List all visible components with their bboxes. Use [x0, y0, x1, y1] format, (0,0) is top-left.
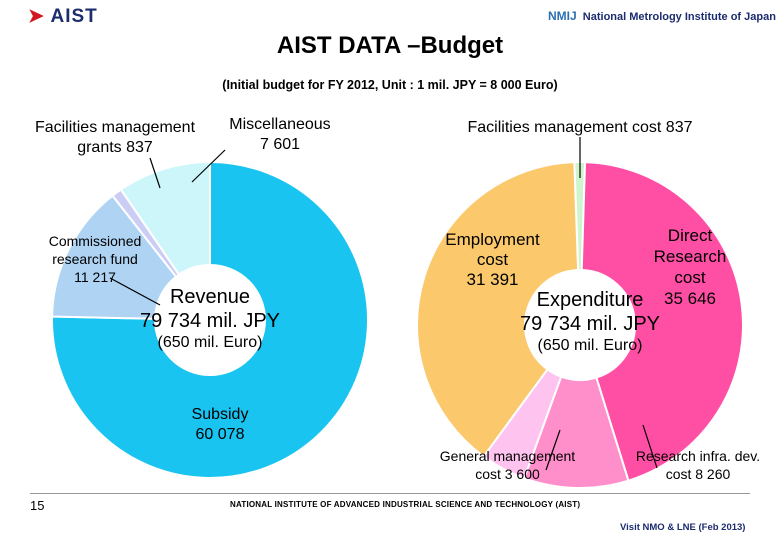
footer-divider — [30, 493, 750, 494]
footer-institute: NATIONAL INSTITUTE OF ADVANCED INDUSTRIAL SCIENCE AND TECHNOLOGY (AIST) — [230, 500, 581, 509]
label-line: Facilities management — [34, 119, 196, 136]
label-expenditure-general — [420, 447, 595, 483]
label-revenue-misc — [220, 115, 340, 155]
label-line: Commissioned — [48, 233, 142, 249]
label-line: 7 601 — [259, 136, 301, 153]
label-line: cost — [476, 250, 509, 269]
page-title: AIST DATA –Budget — [276, 32, 504, 59]
footer-visit: Visit NMO & LNE (Feb 2013) — [620, 522, 746, 533]
page-subtitle: (Initial budget for FY 2012, Unit : 1 mil. JPY = 8 000 Euro) — [222, 78, 558, 92]
label-line: 35 646 — [664, 289, 716, 308]
label-line: Employment — [445, 230, 540, 249]
center-line: 79 734 mil. JPY — [519, 313, 661, 335]
label-line: grants 837 — [77, 139, 153, 156]
center-line: Expenditure — [536, 289, 644, 311]
label-line: 11 217 — [74, 269, 116, 285]
aist-logo-text: AIST — [50, 6, 98, 27]
label-line: cost 8 260 — [665, 466, 731, 482]
nmij-logo-text: National Metrology Institute of Japan — [582, 11, 776, 23]
label-line: cost 3 600 — [475, 466, 540, 482]
center-line: 79 734 mil. JPY — [139, 310, 281, 332]
expenditure-center-label — [500, 288, 680, 356]
label-line: cost — [674, 268, 706, 287]
nmij-logo-prefix: NMIJ — [548, 9, 577, 23]
label-expenditure-infra — [618, 447, 778, 483]
label-line: Direct — [667, 226, 713, 245]
label-line: General management — [439, 448, 576, 464]
page-number: 15 — [30, 498, 45, 513]
label-line: 60 078 — [195, 426, 245, 443]
label-revenue-commissioned — [30, 232, 160, 286]
aist-swoosh-icon: ➤ — [28, 6, 45, 27]
center-line: (650 mil. Euro) — [157, 334, 263, 351]
label-expenditure-facilities: Facilities management cost 837 — [467, 119, 693, 136]
center-line: (650 mil. Euro) — [537, 337, 643, 354]
center-line: Revenue — [169, 286, 251, 308]
label-line: 31 391 — [466, 270, 519, 289]
revenue-center-label — [120, 285, 300, 353]
label-revenue-facilities — [10, 118, 220, 158]
label-revenue-subsidy — [160, 405, 280, 445]
label-line: Subsidy — [191, 406, 249, 423]
label-line: research fund — [52, 251, 138, 267]
label-line: Research — [653, 247, 727, 266]
label-line: Miscellaneous — [229, 116, 331, 133]
label-expenditure-employment — [435, 230, 550, 290]
label-line: Research infra. dev. — [635, 448, 761, 464]
